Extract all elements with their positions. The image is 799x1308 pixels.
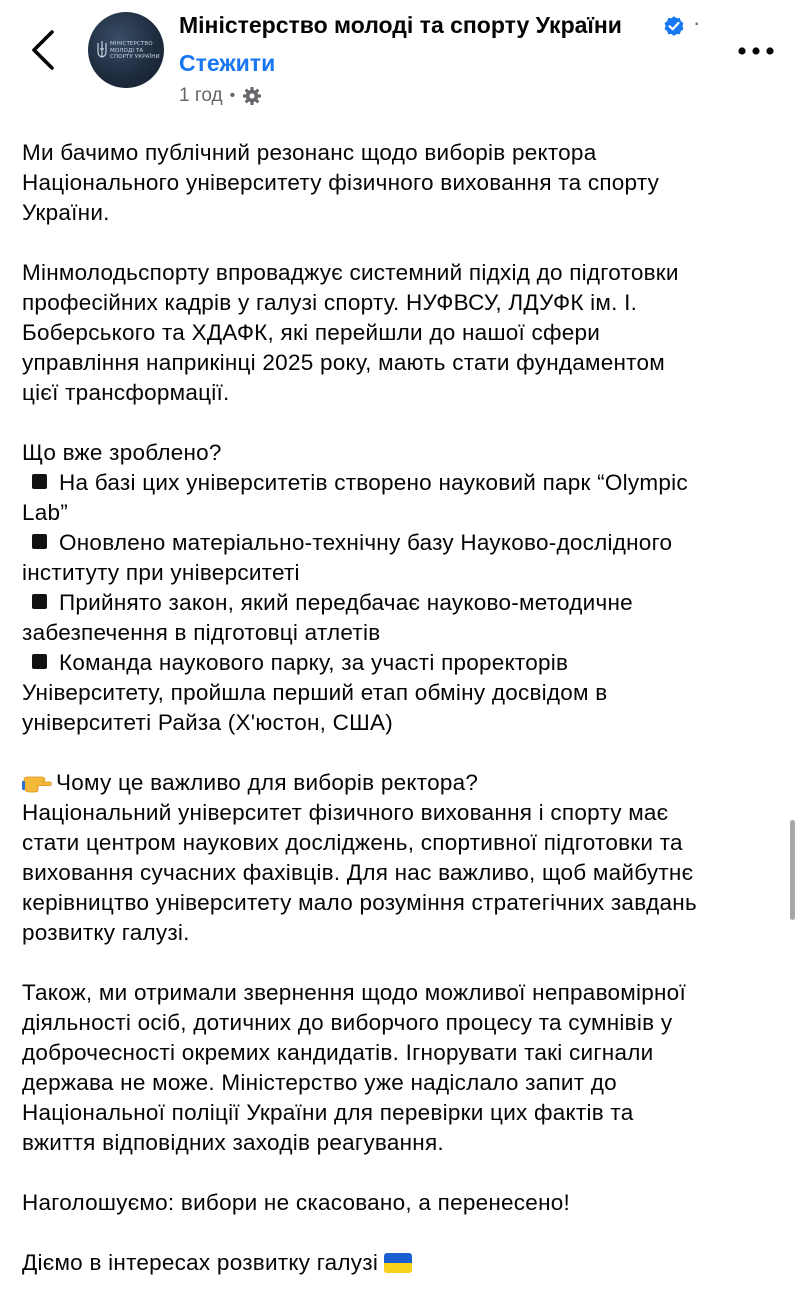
chevron-left-icon — [22, 26, 66, 74]
black-square-icon — [32, 594, 47, 609]
postponed-paragraph: Наголошуємо: вибори не скасовано, а перенесено! — [22, 1190, 571, 1215]
name-separator: · — [693, 10, 701, 35]
approach-paragraph: Мінмолодьспорту впроваджує системний підхід до підготовки професійних кадрів у галузі спорту. НУФВСУ, ЛДУФК ім. І. Боберського та ХДАФК, які перейшли до нашої сфери управління наприкінці 2025 року, мають стати фундаментом цієї трансформації. — [22, 260, 679, 405]
ukraine-flag-icon — [384, 1253, 412, 1273]
post-header — [0, 0, 799, 120]
page-name[interactable]: Міністерство молоді та спорту України — [179, 12, 622, 38]
avatar-text: МІНІСТЕРСТВО МОЛОДІ ТА СПОРТУ УКРАЇНИ — [110, 41, 160, 60]
intro-paragraph: Ми бачимо публічний резонанс щодо виборів ректора Національного університету фізичного виховання та спорту України. — [22, 140, 660, 225]
why-section: Чому це важливо для виборів ректора? Національний університет фізичного виховання і спорту має стати центром наукових досліджень, спортивної підготовки та виховання сучасних фахівців. Для нас важливо, щоб майбутнє керівництво університету мало розуміння стратегічних завдань розвитку галузі. — [22, 768, 787, 948]
black-square-icon — [32, 534, 47, 549]
more-dots-icon — [736, 44, 776, 58]
back-button[interactable] — [22, 26, 66, 74]
black-square-icon — [32, 654, 47, 669]
verified-badge-icon — [662, 14, 686, 38]
post-text — [22, 138, 787, 1308]
meta-separator: • — [229, 87, 236, 104]
list-item: На базі цих університетів створено науковий парк “Olympic — [22, 468, 787, 498]
backhand-index-pointing-right-icon — [22, 771, 52, 793]
list-item: Оновлено матеріально-технічну базу Науково-дослідного — [22, 528, 787, 558]
more-options-button[interactable] — [736, 44, 776, 58]
trident-icon — [96, 40, 108, 60]
list-item: Команда наукового парку, за участі проректорів — [22, 648, 787, 678]
list-item: Прийнято закон, який передбачає науково-методичне — [22, 588, 787, 618]
black-square-icon — [32, 474, 47, 489]
scrollbar[interactable] — [790, 820, 795, 920]
done-heading: Що вже зроблено? — [22, 440, 222, 465]
police-paragraph: Також, ми отримали звернення щодо можливої неправомірної діяльності осіб, дотичних до виборчого процесу та сумнівів у доброчесності окремих кандидатів. Ігнорувати такі сигнали держава не може. Міністерство уже надіслало запит до Національної поліції України для перевірки цих фактів та вжиття відповідних заходів реагування. — [22, 980, 686, 1155]
post-meta — [179, 85, 262, 107]
why-heading: Чому це важливо для виборів ректора? — [22, 768, 787, 798]
post-time[interactable]: 1 год — [179, 85, 223, 106]
follow-button[interactable]: Стежити — [179, 50, 276, 76]
gear-icon[interactable] — [242, 86, 262, 106]
closing-paragraph: Діємо в інтересах розвитку галузі — [22, 1248, 787, 1278]
page-avatar[interactable] — [88, 12, 164, 88]
done-section: Що вже зроблено? На базі цих університетів створено науковий парк “Olympic Lab” Оновлено матеріально-технічну базу Науково-дослідного інституту при університеті Прийнято закон, який передбачає науково-методичне забезпечення в підготовці атлетів Команда наукового парку, за участі проректорів Університету, пройшла перший етап обміну досвідом в університеті Райза (Х'юстон, США) — [22, 438, 787, 738]
